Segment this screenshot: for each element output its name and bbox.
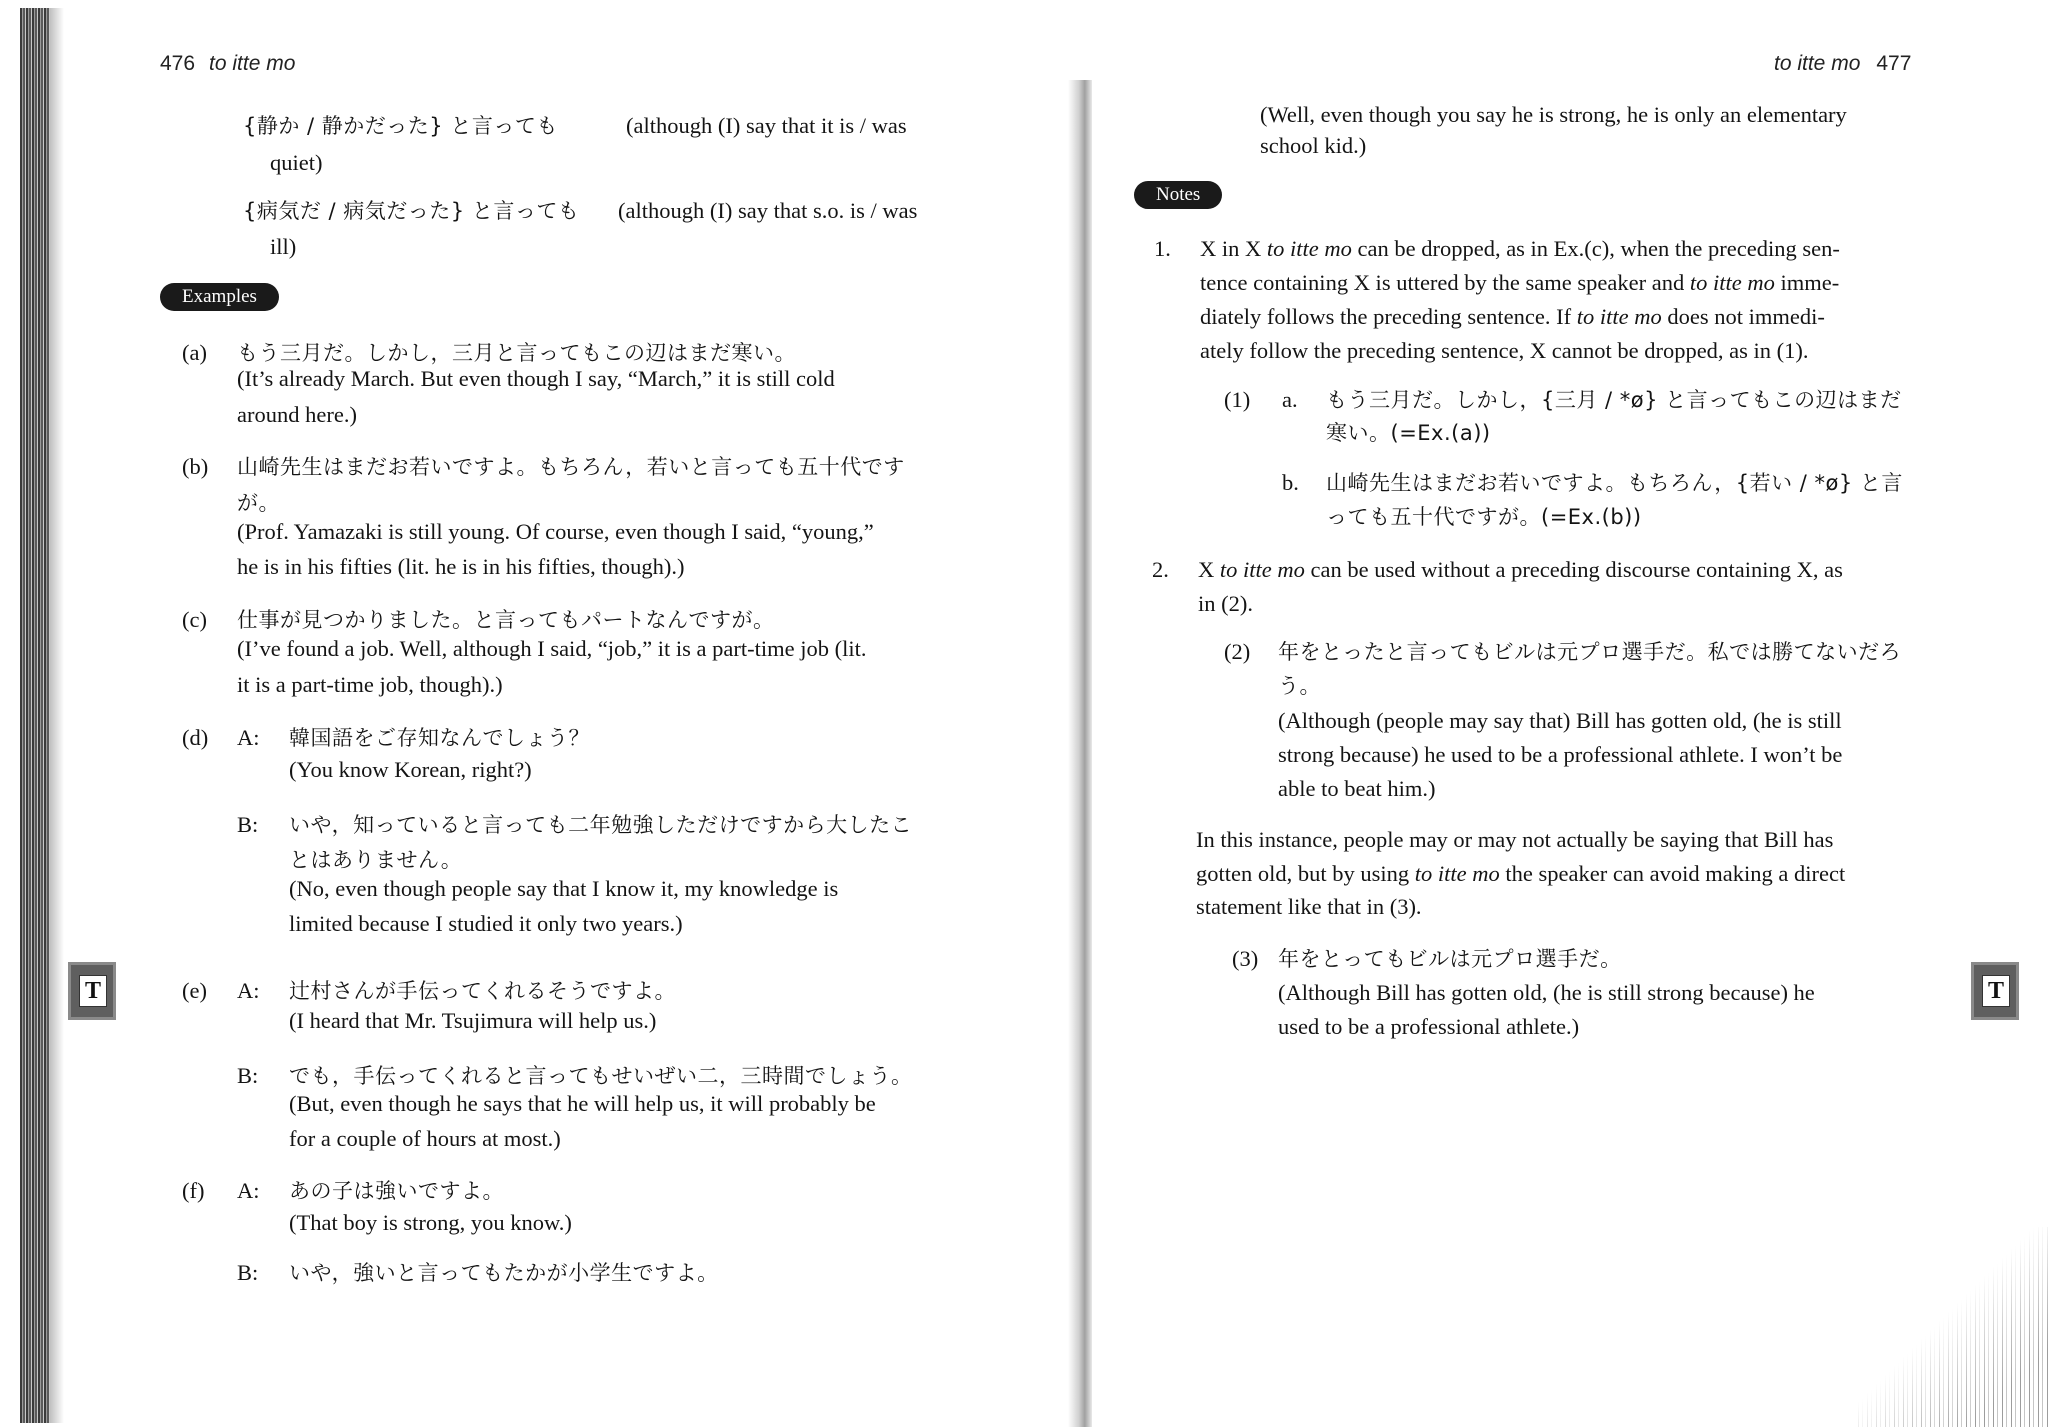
example-d-b-en-2: limited because I studied it only two years.) [289,911,683,936]
note-1-line-4: ately follow the preceding sentence, X cannot be dropped, as in (1). [1200,338,1809,363]
binding-edge [20,8,50,1423]
thumb-tab-letter-right: T [1982,975,2010,1007]
left-running-header [160,52,295,76]
right-page [1024,0,2048,1427]
example-d-b-jp-2: とはありません。 [289,848,463,872]
running-title-left: to itte mo [209,52,296,75]
note-2-example-2-en-3: able to beat him.) [1278,776,1436,801]
example-d-speaker-a: A: [237,725,260,750]
example-f-a-jp: あの子は強いですよ。 [289,1179,504,1203]
page-number-left: 476 [160,52,196,75]
example-e-b-jp: でも，手伝ってくれると言ってもせいぜい二，三時間でしょう。 [289,1064,913,1088]
examples-label: Examples [160,283,279,311]
thumb-index-tab-left [68,962,116,1020]
formation-en-2: (although (I) say that s.o. is / was [618,198,918,223]
example-d-speaker-b: B: [237,812,259,837]
note-2-example-3-en-2: used to be a professional athlete.) [1278,1014,1580,1039]
example-f-b-jp: いや，強いと言ってもたかが小学生ですよ。 [289,1261,719,1285]
example-b-en-2: he is in his fifties (lit. he is in his fifties, though).) [237,554,685,579]
note-1-example-1b-line-2: っても五十代ですが。(=Ex.(b)) [1326,505,1642,529]
formation-en-1-cont: quiet) [270,150,323,175]
example-f-a-en: (That boy is strong, you know.) [289,1210,572,1235]
page-number-right: 477 [1876,52,1912,75]
example-b-marker: (b) [182,454,209,479]
example-d-a-en: (You know Korean, right?) [289,757,532,782]
scan-corner-noise [1858,1227,2048,1427]
example-e-a-jp: 辻村さんが手伝ってくれるそうですよ。 [289,979,676,1003]
example-a-jp: もう三月だ。しかし，三月と言ってもこの辺はまだ寒い。 [237,341,796,365]
note-1-number: 1. [1154,236,1171,261]
note-1-line-3: diately follows the preceding sentence. If to itte mo does not immedi- [1200,304,1825,329]
formation-jp-2: {病気だ / 病気だった} と言っても [243,199,580,223]
example-c-marker: (c) [182,607,207,632]
note-2-paragraph-line-1: In this instance, people may or may not actually be saying that Bill has [1196,827,1834,852]
example-a-en-2: around here.) [237,402,357,427]
example-d-a-jp: 韓国語をご存知なんでしょう？ [289,726,590,750]
right-running-header [1774,52,1911,76]
example-b-jp-2: が。 [237,491,280,515]
example-f-marker: (f) [182,1178,205,1203]
binding-edge-shadow [50,8,64,1423]
note-2-example-2-jp-2: う。 [1278,674,1321,698]
note-2-line-1: X to itte mo can be used without a preceding discourse containing X, as [1198,557,1843,582]
note-1-example-1-marker: (1) [1224,387,1251,412]
note-2-example-3-en-1: (Although Bill has gotten old, (he is still strong because) he [1278,980,1815,1005]
thumb-index-tab-right [1971,962,2019,1020]
note-2-paragraph-line-2: gotten old, but by using to itte mo the speaker can avoid making a direct [1196,861,1846,886]
continuation-en-1: (Well, even though you say he is strong, he is only an elementary [1260,102,1847,127]
note-2-paragraph-line-3: statement like that in (3). [1196,894,1422,919]
example-f-speaker-b: B: [237,1260,259,1285]
example-c-jp: 仕事が見つかりました。と言ってもパートなんですが。 [237,608,775,632]
note-2-example-3-marker: (3) [1232,946,1259,971]
note-1-example-1a-marker: a. [1282,387,1298,412]
example-c-en-1: (I’ve found a job. Well, although I said, “job,” it is a part-time job (lit. [237,636,867,661]
example-b-en-1: (Prof. Yamazaki is still young. Of course, even though I said, “young,” [237,519,874,544]
note-2-example-2-en-2: strong because) he used to be a professional athlete. I won’t be [1278,742,1843,767]
note-2-line-2: in (2). [1198,591,1253,616]
formation-en-1: (although (I) say that it is / was [626,113,907,138]
note-1-line-2: tence containing X is uttered by the same speaker and to itte mo imme- [1200,270,1840,295]
thumb-tab-letter-left: T [79,975,107,1007]
formation-en-2-cont: ill) [270,234,297,259]
note-1-example-1b-marker: b. [1282,470,1299,495]
example-e-marker: (e) [182,978,207,1003]
note-1-example-1a-line-2: 寒い。(=Ex.(a)) [1326,421,1491,445]
example-c-en-2: it is a part-time job, though).) [237,672,503,697]
running-title-right: to itte mo [1774,52,1861,75]
example-b-jp-1: 山崎先生はまだお若いですよ。もちろん，若いと言っても五十代です [237,455,905,479]
example-f-speaker-a: A: [237,1178,260,1203]
example-e-speaker-b: B: [237,1063,259,1088]
note-2-example-3-jp: 年をとってもビルは元プロ選手だ。 [1278,947,1622,971]
note-1-line-1: X in X to itte mo can be dropped, as in Ex.(c), when the preceding sen- [1200,236,1840,261]
example-a-en-1: (It’s already March. But even though I say, “March,” it is still cold [237,366,835,391]
formation-jp-1: {静か / 静かだった} と言っても [243,114,558,138]
example-e-a-en: (I heard that Mr. Tsujimura will help us.) [289,1008,657,1033]
note-2-example-2-jp-1: 年をとったと言ってもビルは元プロ選手だ。私では勝てないだろ [1278,640,1902,664]
continuation-en-2: school kid.) [1260,133,1367,158]
example-d-b-jp-1: いや，知っていると言っても二年勉強しただけですから大したこ [289,813,913,837]
example-a-marker: (a) [182,340,207,365]
note-2-example-2-marker: (2) [1224,639,1251,664]
note-2-example-2-en-1: (Although (people may say that) Bill has gotten old, (he is still [1278,708,1842,733]
example-e-b-en-2: for a couple of hours at most.) [289,1126,561,1151]
note-1-example-1b-line-1: 山崎先生はまだお若いですよ。もちろん，{若い / *ø} と言 [1326,471,1903,495]
notes-label: Notes [1134,181,1222,209]
example-d-marker: (d) [182,725,209,750]
example-d-b-en-1: (No, even though people say that I know it, my knowledge is [289,876,839,901]
note-1-example-1a-line-1: もう三月だ。しかし，{三月 / *ø} と言ってもこの辺はまだ [1326,388,1902,412]
example-e-speaker-a: A: [237,978,260,1003]
example-e-b-en-1: (But, even though he says that he will help us, it will probably be [289,1091,876,1116]
note-2-number: 2. [1152,557,1169,582]
